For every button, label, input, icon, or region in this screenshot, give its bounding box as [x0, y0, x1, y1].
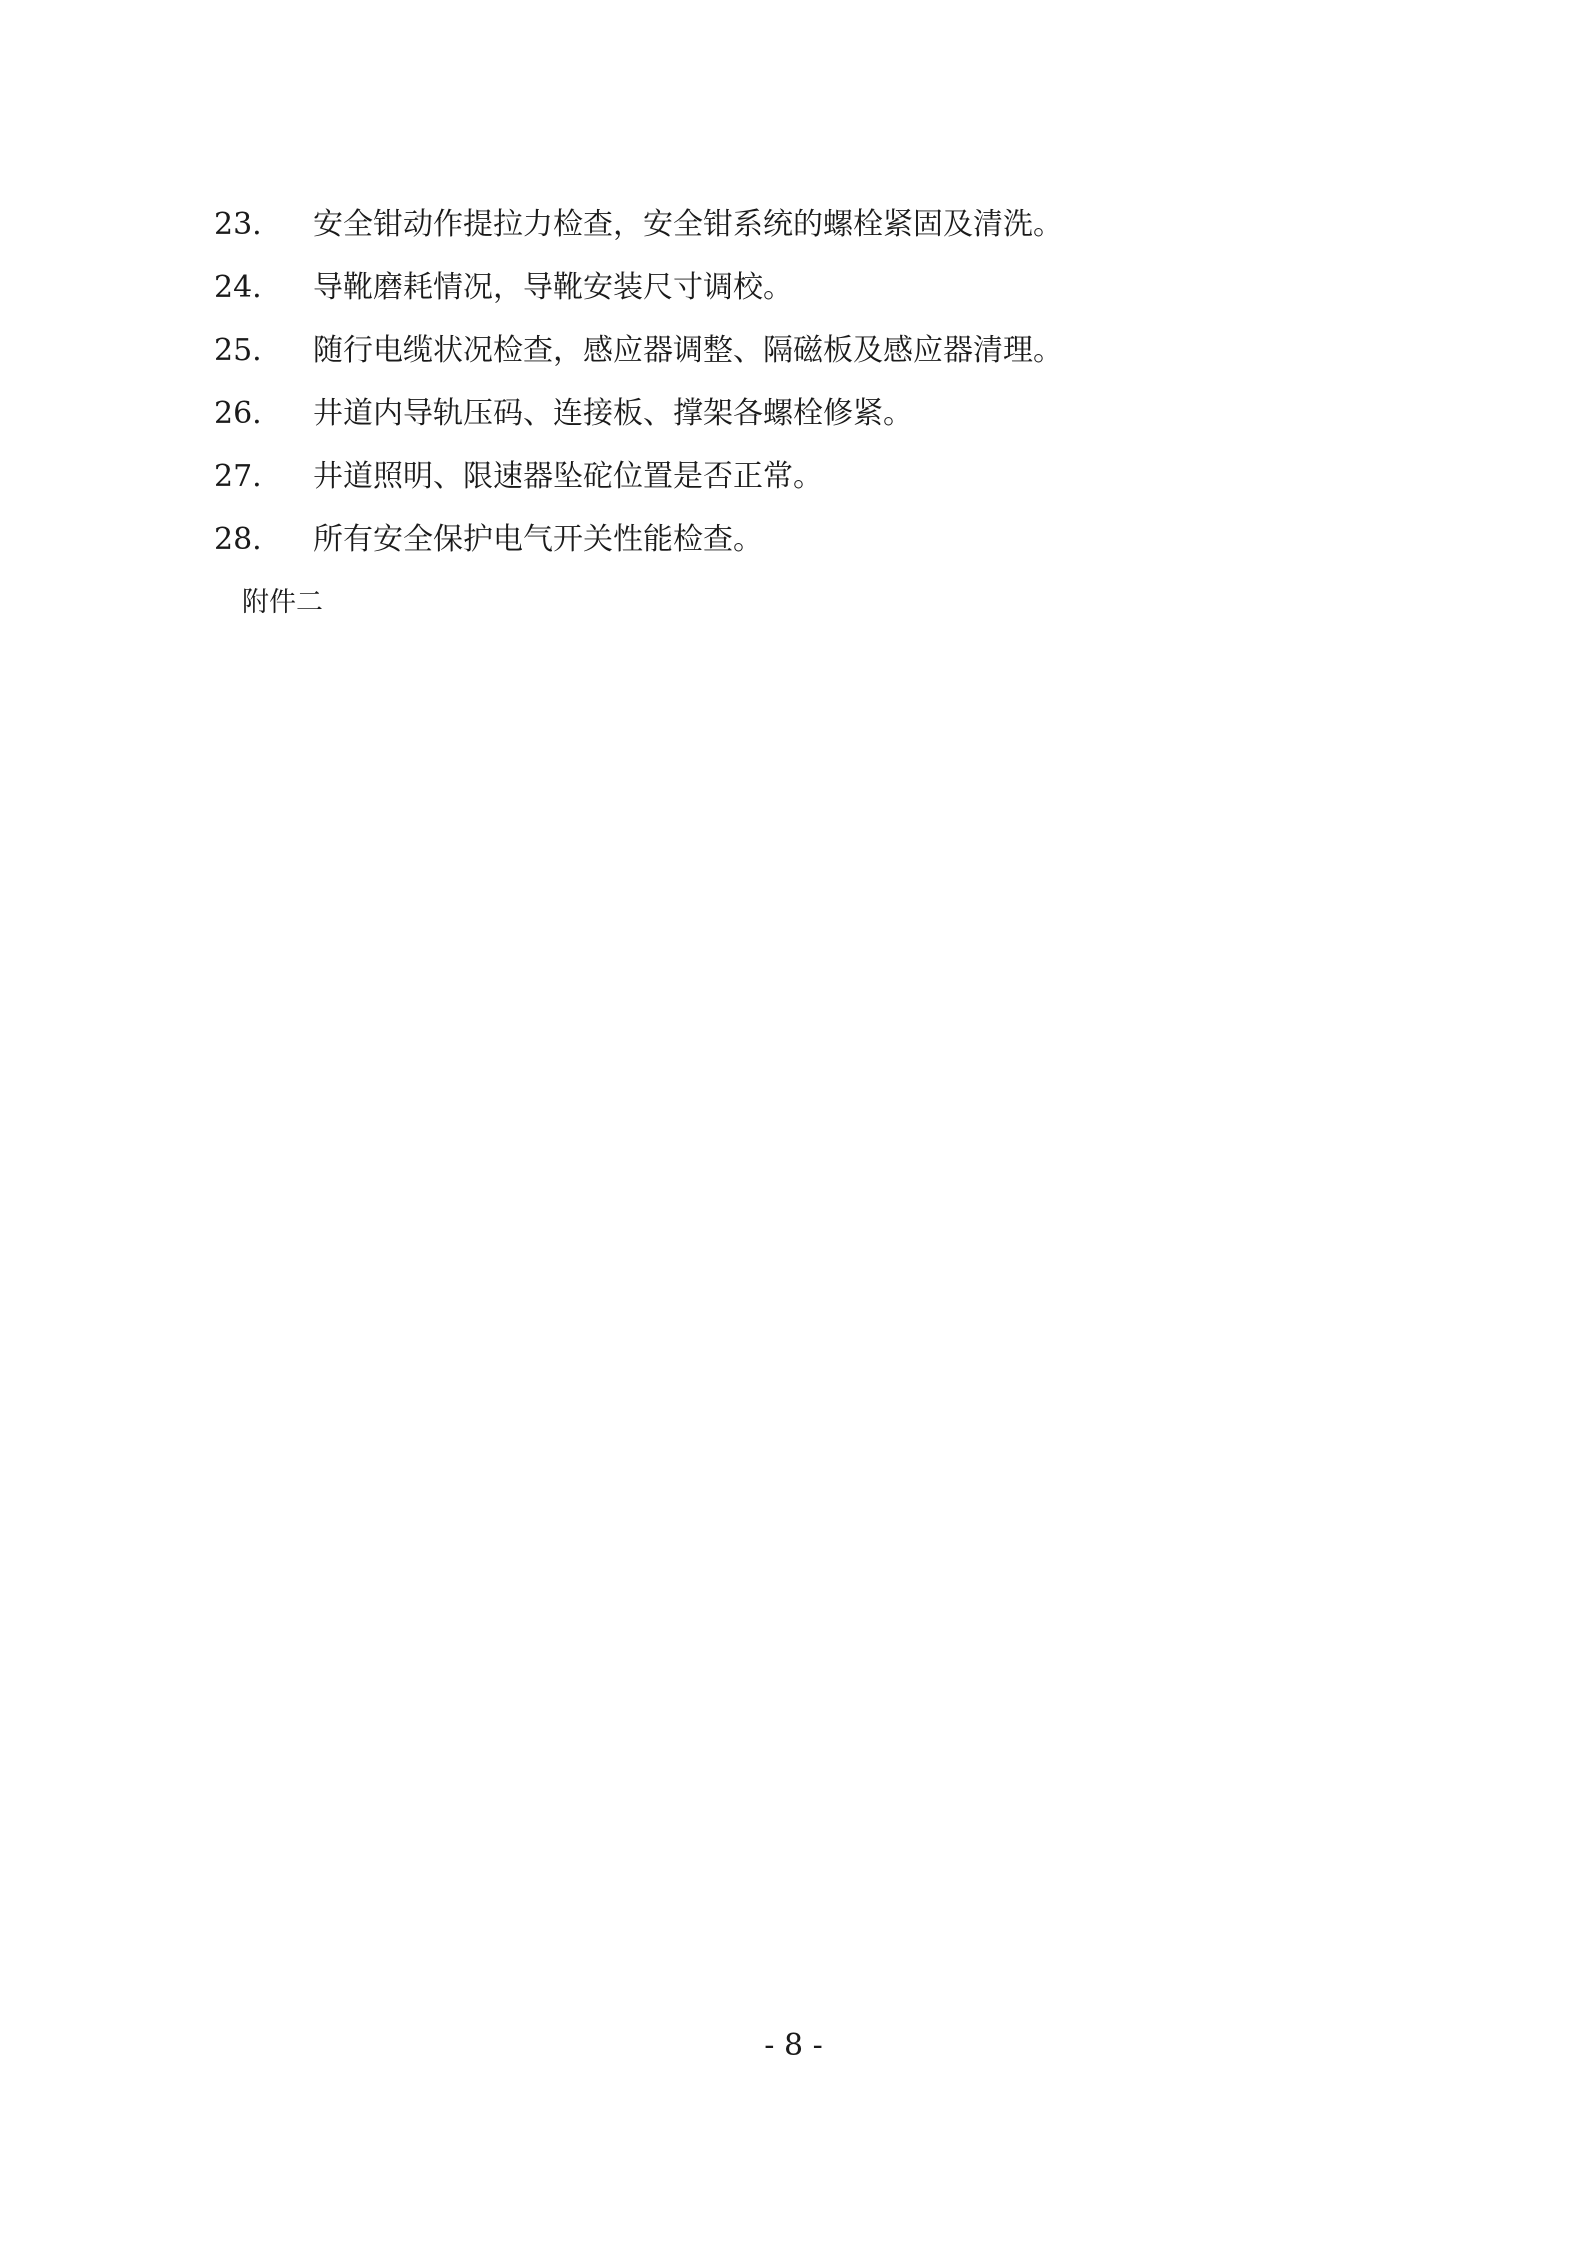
- item-number: 28.: [214, 522, 262, 557]
- item-text: 安全钳动作提拉力检查，安全钳系统的螺栓紧固及清洗。: [313, 207, 1063, 242]
- item-text: 井道照明、限速器坠砣位置是否正常。: [313, 459, 823, 494]
- list-item: [214, 455, 823, 499]
- page-number: - 8 -: [764, 2028, 823, 2063]
- item-number: 24.: [214, 270, 262, 305]
- item-text: 导靴磨耗情况，导靴安装尺寸调校。: [313, 270, 793, 305]
- list-item: [214, 392, 913, 436]
- list-item: [214, 518, 763, 562]
- list-item: [214, 203, 1063, 247]
- attachment-label: 附件二: [242, 587, 323, 618]
- item-text: 井道内导轨压码、连接板、撑架各螺栓修紧。: [313, 396, 913, 431]
- item-number: 26.: [214, 396, 262, 431]
- item-text: 所有安全保护电气开关性能检查。: [313, 522, 763, 557]
- item-number: 23.: [214, 207, 262, 242]
- item-text: 随行电缆状况检查，感应器调整、隔磁板及感应器清理。: [313, 333, 1063, 368]
- list-item: [214, 329, 1063, 373]
- item-number: 25.: [214, 333, 262, 368]
- item-number: 27.: [214, 459, 262, 494]
- list-item: [214, 266, 793, 310]
